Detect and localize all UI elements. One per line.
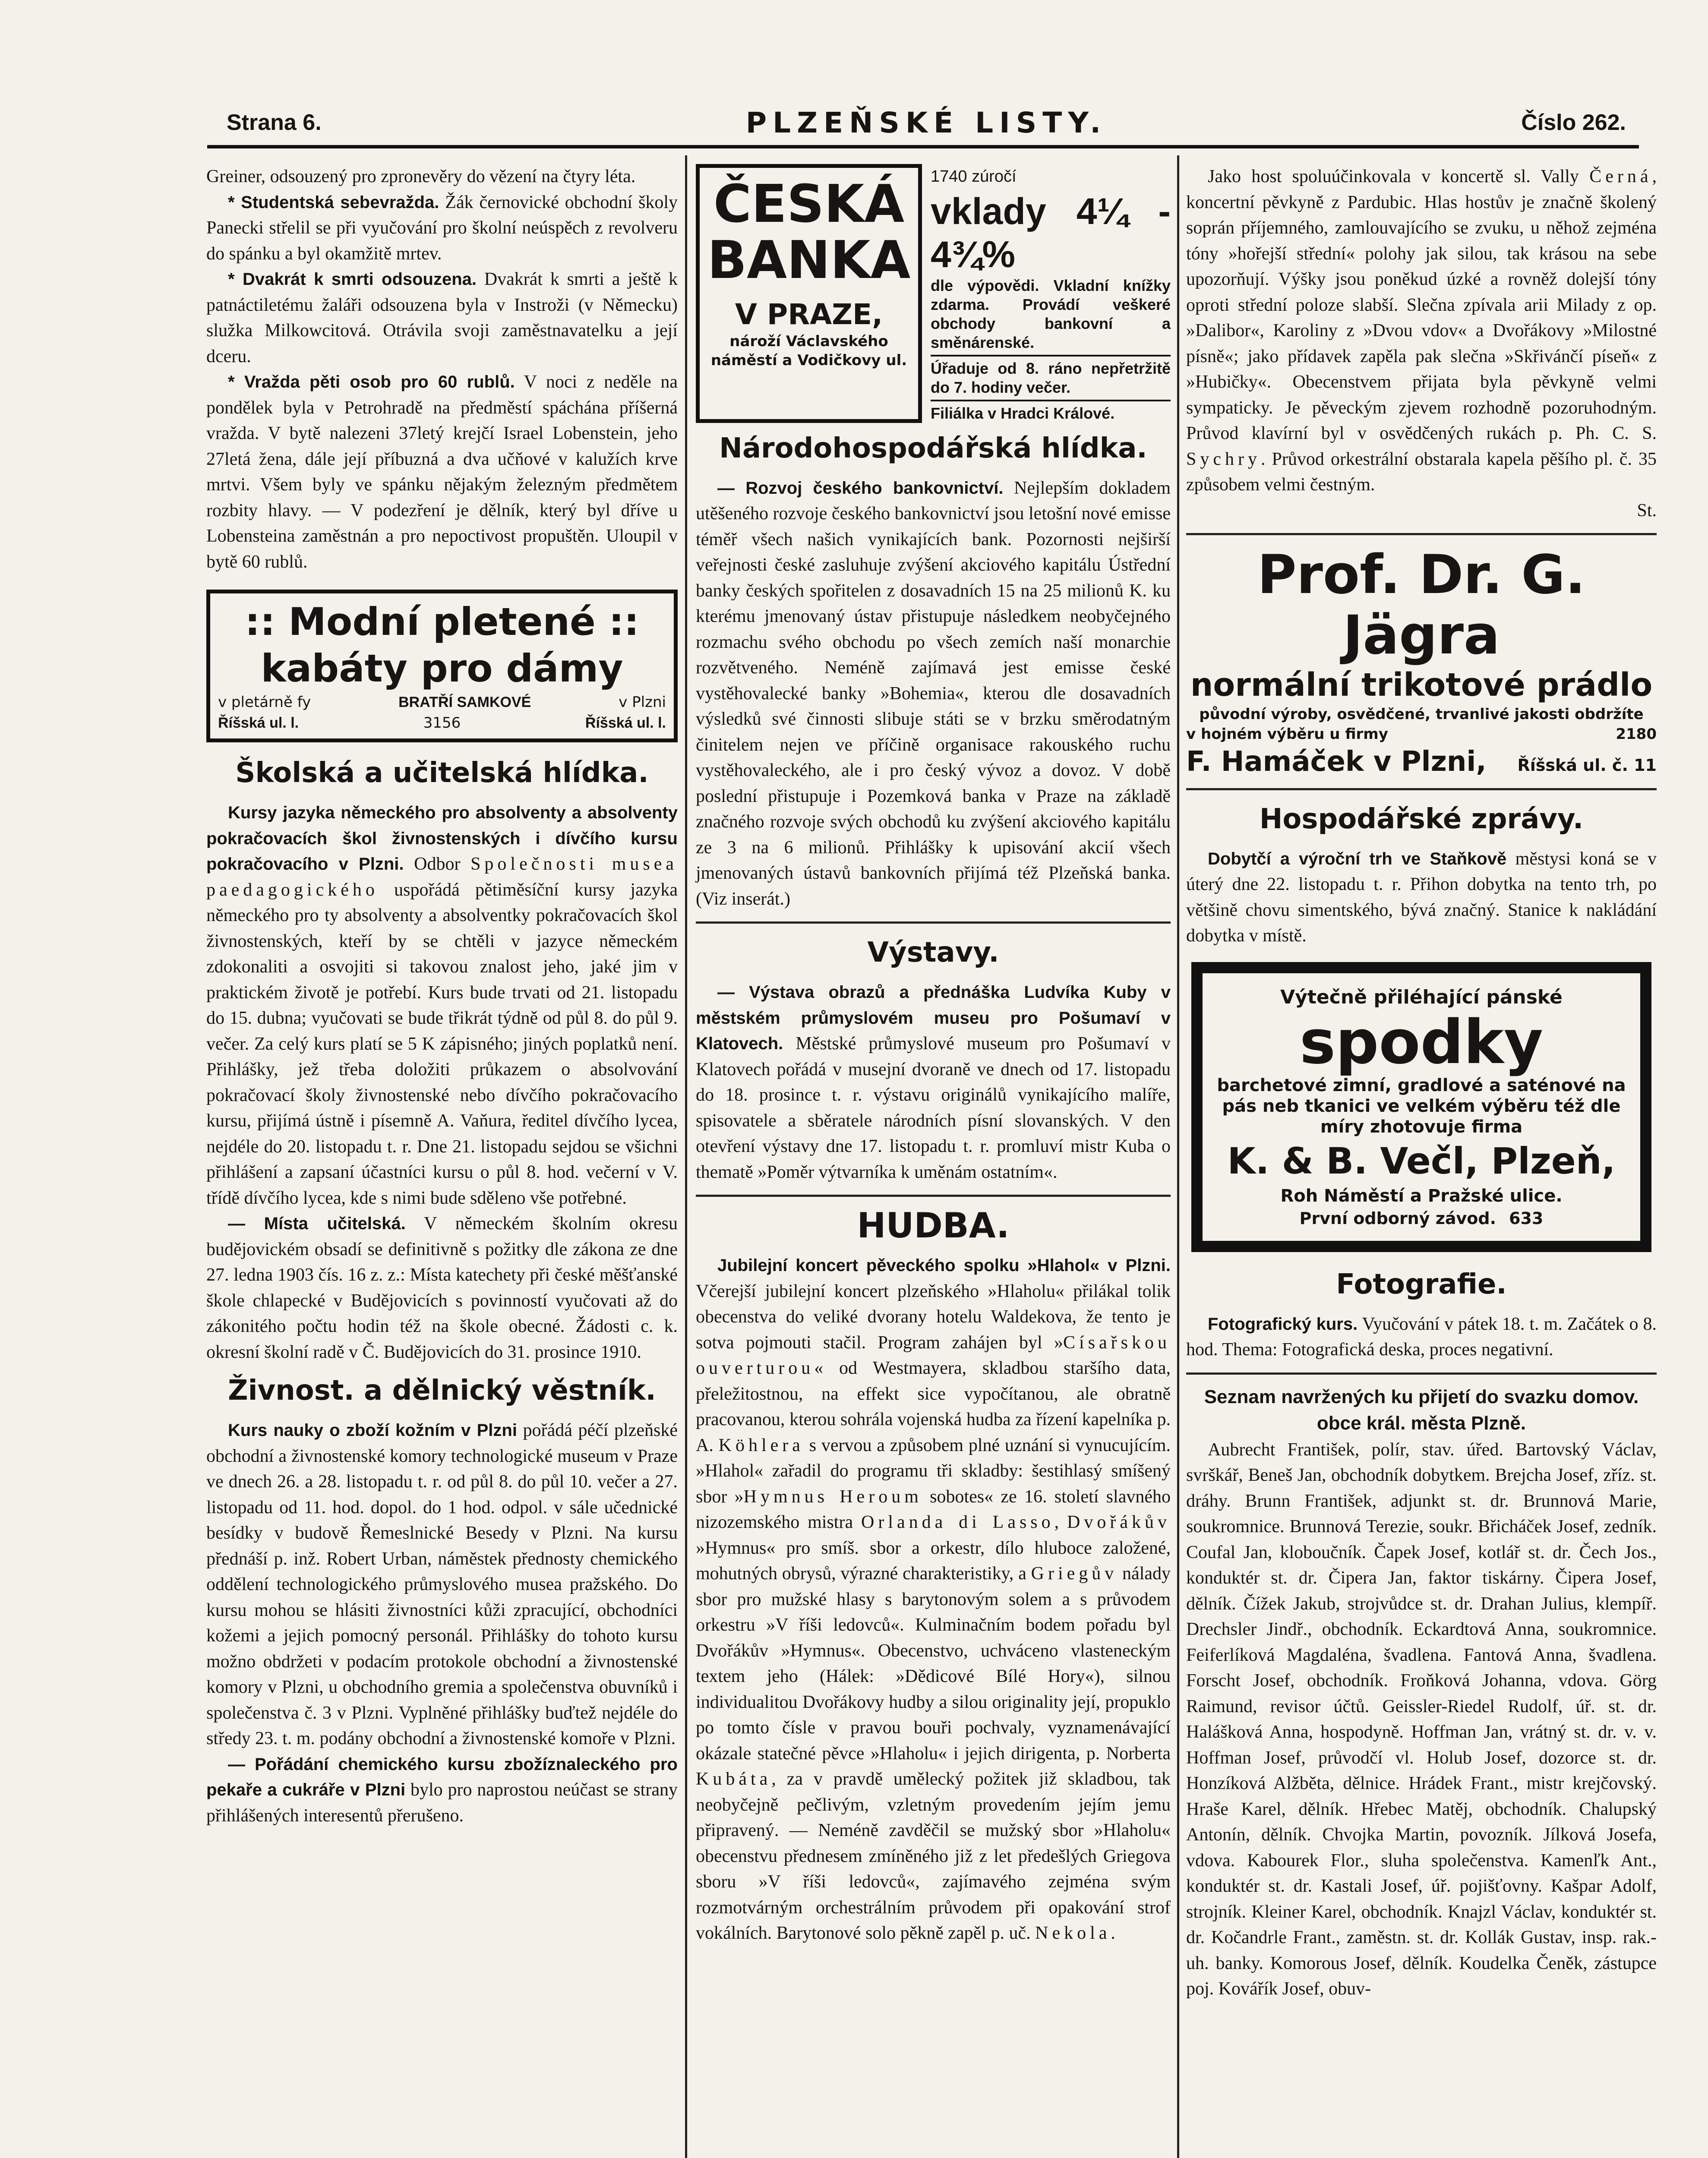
headline: Kurs nauky o zboží kožním v Plzni [228, 1421, 517, 1440]
section-heading-agriculture: Hospodářské zprávy. [1259, 803, 1584, 835]
header-rule [207, 145, 1639, 148]
headline: Kursy jazyka německého pro absolventy a absolventy pokračovacích škol živnostenských i dívčího kursu pokračovacího v Plzni. [206, 803, 678, 874]
headline: Jubilejní koncert pěveckého spolku »Hlahol« v Plzni. [717, 1256, 1171, 1275]
bank-address: nároží Václavského náměstí a Vodičkovy ul. [710, 333, 907, 369]
bank-city: V PRAZE, [735, 298, 883, 331]
column-3 [1186, 164, 1657, 2002]
section-heading-school: Školská a učitelská hlídka. [235, 757, 649, 789]
ad-jager-underwear: Prof. Dr. G. Jägra normální trikotové prádlo původní výroby, osvědčené, trvanlivé jakosti obdržíte v hojném výběru u firmy 2180 F. Hamáček v Plzni, Říšská ul. č. 11 [1186, 544, 1657, 778]
article-german-courses: Kursy jazyka německého pro absolventy a absolventy pokračovacích škol živnostenských i dívčího kursu pokračovacího v Plzni. Odbor Společnosti musea paedagogického uspořádá pětiměsíční kursy jazyka německého pro ty absolventy a absolventky pokračovacích škol živnostenských, kteří by se chtěli v jazyce německém zdokonaliti a osvojiti si takovou znalost jeho, jaké jim v praktickém životě je potřebí. Kurs bude trvati od 21. listopadu do 15. dubna; vyučovati se bude třikrát týdně od půl 8. do půl 9. večer. Za celý kurs platí se 5 K zápisného; jiných poplatků není. Přihlášky, jež třeba doložiti průkazem o absolvování pokračovací školy živnostenské nebo dívčího pokračovacího kursu, přijímá ústně i písemně A. Vaňura, ředitel dívčího lycea, nejdéle do 20. listopadu t. r. Dne 21. listopadu sejdou se všichni přihlášení a zapsaní účastníci kursu o půl 8. hod. večerní v V. třídě dívčího lycea, kde s nimi bude sděleno vše potřebné. [206, 803, 678, 1208]
article-teacher-posts: — Místa učitelská. V německém školním okresu budějovickém obsadí se definitivně s požitky dle zákona ze dne 27. ledna 1903 čís. 16 z. z.: Místa katechety při české měšťanské škole chlapecké v Budějovicích s povinností vyučovati až do zákonitého počtu hodin též na škole obecné. Žádosti c. k. okresní školní radě v Č. Budějovicích do 31. prosince 1910. [206, 1214, 678, 1362]
page-number: Strana 6. [227, 110, 322, 135]
bank-rate: vklady 4¼ - 4¾% [931, 190, 1171, 275]
article-murder-60-rubles: * Vražda pěti osob pro 60 rublů. V noci z neděle na pondělek byla v Petrohradě na předměstí spáchána příšerná vražda. V bytě nalezeni 37letý krejčí Israel Lobenstein, jeho 27letá žena, dále její příbuzná a dva učňové v kalužích krve mrtvi. Všem byly ve spánku nějakým železným předmětem rozbity hlavy. — V podezření je dělník, který byl dříve u Lobensteina zaměstnán a pro nepoctivost propuštěn. Uloupil v bytě 60 rublů. [206, 372, 678, 572]
column-2 [696, 164, 1171, 1947]
article-banking: — Rozvoj českého bankovnictví. Nejlepším dokladem utěšeného rozvoje českého bankovnictví jsou letošní nové emisse téměř všech našich vynikajících bank. Pozornosti nejširší veřejnosti české zasluhuje zvýšení akciového kapitálu Ústřední banky českých spořitelen z dosavadních 15 na 25 milionů K. ku kterému jmenovaný ústav přistupuje následkem neobyčejného rozmachu svého obchodu po všech zemích naší monarchie rozvětveného. Neméně zajímavá jest emisse české vystěhovalecké banky »Bohemia«, kterou dle dosavadních výsledků své činnosti slibuje státi se v brzku směrodatným činitelem nejen ve příčině organisace rakouského ruchu vystěhovaleckého, ale i pro český vývoz a dovoz. V době poslední přistupuje i Pozemková banka v Praze na základě značného rozvoje svých obchodů ku zvýšení akciového kapitálu ze 3 na 6 milionů. Přihlášky k upisování akcií všech jmenovaných ústavů bankovních přijímá též Plzeňská banka. (Viz inserát.) [696, 478, 1171, 909]
ad-modni-kabaty: :: Modní pletené :: kabáty pro dámy v pletárně fy BRATŘÍ SAMKOVÉ v Plzni Říšská ul. l. 3156 Říšská ul. l. [206, 590, 678, 742]
headline: — Výstava obrazů a přednáška Ludvíka Kuby v městském průmyslovém museu pro Pošumaví v Klatovech. [696, 983, 1171, 1053]
article-photo-course: Fotografický kurs. Vyučování v pátek 18. t. m. Začátek o 8. hod. Thema: Fotografická deska, proces negativní. [1186, 1314, 1657, 1360]
divider [1186, 533, 1657, 535]
divider [696, 921, 1171, 924]
article-cattle-market: Dobytčí a výroční trh ve Staňkově městysi koná se v úterý dne 22. listopadu t. r. Přihon dobytka na tento trh, po většině chovu simentského, bývá značný. Stanice k nakládání dobytka v místě. [1186, 849, 1657, 946]
column-1 [206, 164, 678, 1829]
bank-hours: Úřaduje od 8. ráno nepřetržitě do 7. hodiny večer. [931, 357, 1171, 401]
column-divider-1 [685, 155, 687, 2158]
section-heading-economy: Národohospodářská hlídka. [719, 432, 1147, 464]
divider [1186, 788, 1657, 790]
article-hlahol-concert: Jubilejní koncert pěveckého spolku »Hlahol« v Plzni. Včerejší jubilejní koncert plzeňského »Hlaholu« přilákal tolik obecenstva do veliké dvorany hotelu Waldekova, že tento je sotva pojmouti stačil. Program zahájen byl »Císařskou ouverturou« od Westmayera, skladbou staršího data, přeležitostnou, na effekt sice vypočítanou, ale obratně pracovanou, kterou sohrála vojenská hudba za řízení kapelníka p. A. Köhlera s vervou a způsobem plné uznání si vynucujícím. »Hlahol« zařadil do programu tři skladby: šestihlasý smíšený sbor »Hymnus Heroum sobotes« ze 16. století slavného nizozemského mistra Orlanda di Lasso, Dvořákův »Hymnus« pro smíš. sbor a orkestr, dílo hluboce založené, mohutných obrysů, výrazné charakteristiky, a Griegův nálady sbor pro mužské hlasy s barytonovým solem a s průvodem orkestru »V říši ledovců«. Kulminačním bodem pořadu byl Dvořákův »Hymnus«. Obecenstvo, uchváceno vlasteneckým textem jeho (Hálek: »Dědicové Bílé Hory«), silnou individualitou Dvořákovy hudby a silou originality její, propuklo po tomto čísle v pravou bouři pochvaly, vyznamenávající okázale statečné pěvce »Hlaholu« i jejich dirigenta, p. Norberta Kubáta, za v pravdě umělecký požitek již skladbou, tak neobyčejně pečlivým, vzletným provedením jejím jemu připravený. — Neméně zavděčil se mužský sbor »Hlaholu« obecenstvu přednesem zmíněného již z let předešlých Griegova sboru »V říši ledovců«, zajímavého zejména svým rozmotvárným orchestrálním průvodem při opakování strof vokálních. Barytonové solo pěkně zapěl p. uč. Nekola. [696, 1256, 1171, 1943]
list-heading: Seznam navržených ku přijetí do svazku domov. obce král. města Plzně. [1204, 1386, 1639, 1434]
ad-company: BRATŘÍ SAMKOVÉ [398, 694, 531, 710]
divider [1186, 1372, 1657, 1375]
headline: * Vražda pěti osob pro 60 rublů. [228, 372, 515, 391]
page-header [227, 106, 1626, 141]
column-divider-2 [1177, 155, 1179, 2158]
list-domicile-candidates: Aubrecht František, polír, stav. úřed. Bartovský Václav, svrškář, Beneš Jan, obchodník dobytkem. Brejcha Josef, zříz. st. dráhy. Brunn František, adjunkt st. dr. Brunnová Marie, soukromnice. Brunnová Terezie, soukr. Břicháček Josef, zedník. Coufal Jan, kloboučník. Čapek Josef, kotlář st. dr. Čech Jos., konduktér st. dr. Čipera Jan, faktor tiskárny. Čipera Josef, dělník. Čížek Jakub, strojvůdce st. dr. Drahan Julius, klempíř. Drechsler Jindř., obchodník. Eckardtová Anna, soukromnice. Feiferlíková Magdaléna, švadlena. Fantová Anna, švadlena. Forscht Josef, obchodník. Froňková Johanna, vdova. Görg Raimund, revisor účtů. Geissler-Riedel Rudolf, úř. st. dr. Halášková Anna, hospodyně. Hoffman Jan, vrátný st. dr. v. v. Hoffman Josef, průvodčí vl. Holub Josef, dozorce st. dr. Honzíková Alžběta, dělnice. Hrádek Frant., mistr krejčovský. Hraše Karel, dělník. Hřebec Matěj, obchodník. Chalupský Antonín, dělník. Chvojka Martin, povozník. Jílková Josefa, vdova. Kabourek Flor., sluha společenstva. Kamenľk Ant., konduktér st. dr. Kastali Josef, úř. pojišťovny. Kašpar Adolf, strojník. Kleiner Karel, obchodník. Knajzl Václav, konduktér st. dr. Kočandrle Frant., zaměstn. st. dr. Kollák Gustav, insp. rak.-uh. banky. Komorous Josef, dělník. Koudelka Čeněk, zástupce poj. Kovářík Josef, obuv- [1186, 1439, 1657, 1999]
ad-headline: :: Modní pletené :: [245, 599, 639, 644]
ad-headline: spodky [1299, 1007, 1544, 1078]
ad-company: F. Hamáček v Plzni, [1186, 746, 1487, 778]
ad-headline: Prof. Dr. G. Jägra [1257, 544, 1586, 666]
article-student-suicide: * Studentská sebevražda. Žák černovické obchodní školy Panecki střelil se při vyučování pro školní neúspěch z revolveru do spánku a byl okamžitě mrtev. [206, 192, 678, 264]
ad-headline-2: kabáty pro dámy [261, 646, 623, 691]
section-heading-music: HUDBA. [857, 1205, 1010, 1246]
headline: — Místa učitelská. [228, 1214, 406, 1233]
issue-number: Číslo 262. [1521, 110, 1626, 135]
ad-ceska-banka: ČESKÁ BANKA V PRAZE, nároží Václavského náměstí a Vodičkovy ul. 1740 zúročí vklady 4¼ - 4¾% dle výpovědi. Vkladní knížky zdarma. Provádí veškeré obchody bankovní a směnárenské. Úřaduje od 8. ráno nepřetržitě do 7. hodiny večer. Filiálka v Hradci Králové. [696, 164, 1171, 423]
headline: Dobytčí a výroční trh ve Staňkově [1208, 849, 1507, 868]
headline: * Studentská sebevražda. [228, 192, 439, 212]
section-heading-photography: Fotografie. [1336, 1268, 1507, 1300]
headline: * Dvakrát k smrti odsouzena. [228, 270, 477, 289]
article-leather-course: Kurs nauky o zboží kožním v Plzni pořádá péčí plzeňské obchodní a živnostenské komory technologické museum v Praze ve dnech 26. a 28. listopadu t. r. od půl 8. do půl 10. večer a 27. listopadu od 11. hod. dopol. do 1 hod. odpol. v sále učednické besídky v budově Řemeslnické Besedy v Plzni. Na kursu přednáší p. inž. Robert Urban, náměstek přednosty chemického oddělení technologického průmyslového musea pražského. Do kursu mohou se hlásiti živnostníci kůži zpracující, obchodníci kožemi a jejich pomocný personál. Přihlášky do tohoto kursu možno obdržeti v podacím protokole obchodní a živnostenské komory v Plzni, u obchodního gremia a společenstva obuvníků i společenstva č. 3 v Plzni. Vyplněné přihlášky buďtež nejdéle do středy 23. t. m. podány obchodní a živnostenské komoře v Plzni. [206, 1420, 678, 1748]
headline: Fotografický kurs. [1208, 1314, 1358, 1334]
bank-name-2: BANKA [707, 230, 911, 290]
divider [696, 1195, 1171, 1197]
bank-branch: Filiálka v Hradci Králové. [931, 404, 1115, 422]
article-twice-sentenced: * Dvakrát k smrti odsouzena. Dvakrát k smrti a ještě k patnáctiletému žaláři odsouzena byla v Instroži (v Německu) služka Milkowcitová. Otrávila svoji zaměstnavatelku a její dceru. [206, 269, 678, 366]
bank-name: ČESKÁ [713, 174, 905, 234]
ad-spodky: Výtečně přiléhající pánské spodky barchetové zimní, gradlové a saténové na pás neb tkanici ve velkém výběru též dle míry zhotovuje firma K. & B. Večl, Plzeň, Roh Náměstí a Pražské ulice. První odborný závod. 633 [1191, 962, 1651, 1252]
article-concert-cont: Jako host spoluúčinkovala v koncertě sl. Vally Černá, koncertní pěvkyně z Pardubic. Hlas hostův je značně školený soprán příjemného, zamlouvajícího se zvuku, u něhož zejména tóny »hořejší střední« polohy jak silou, tak krásou na sebe upozorňují. Výšky jsou poněkud úzké a rovněž dolejší tóny oproti střední poloze slabší. Slečna zpívala arii Milady z op. »Dalibor«, Karoliny z »Dvou vdov« a Dvořákovy »Milostné písně«; jako přídavek zapěla pak slečna »Skřivánčí píseň« z »Hubičky«. Obecenstvem přijata byla pěvkyně velmi sympaticky. Je pěveckým zjevem rozhodně pozoruhodným. Průvod klavírní byl v osvědčených rukách p. Ph. C. S. Sychry. Průvod orkestrální obstarala kapela pěšího pl. č. 35 způsobem velmi čestným. [1186, 167, 1657, 495]
section-heading-trade: Živnost. a dělnický věstník. [228, 1375, 656, 1407]
headline: — Rozvoj českého bankovnictví. [717, 478, 1004, 498]
ad-company: K. & B. Večl, Plzeň, [1227, 1139, 1616, 1182]
article-signature: St. [1637, 500, 1657, 521]
newspaper-title: PLZEŇSKÉ LISTY. [745, 106, 1107, 139]
article-greiner: Greiner, odsouzený pro zpronevěry do vězení na čtyry léta. [206, 167, 636, 186]
article-chemistry-course: — Pořádání chemického kursu zbožíznaleckého pro pekaře a cukráře v Plzni bylo pro naprostou neúčast se strany přihlášených interesentů přerušeno. [206, 1754, 678, 1826]
headline: — Pořádání chemického kursu zbožíznaleckého pro pekaře a cukráře v Plzni [206, 1754, 678, 1799]
article-exhibition-kuba: — Výstava obrazů a přednáška Ludvíka Kuby v městském průmyslovém museu pro Pošumaví v Klatovech. Městské průmyslové museum pro Pošumaví v Klatovech pořádá v musejní dvoraně ve dnech od 17. listopadu do 18. prosince t. r. výstavu originálů vynikajícího malíře, spisovatele a sběratele národních písní slovanských. V den otevření výstavy dne 17. listopadu t. r. promluví mistr Kuba o thematě »Poměr výtvarníka k uměnám ostatním«. [696, 983, 1171, 1182]
section-heading-exhibitions: Výstavy. [867, 937, 999, 969]
